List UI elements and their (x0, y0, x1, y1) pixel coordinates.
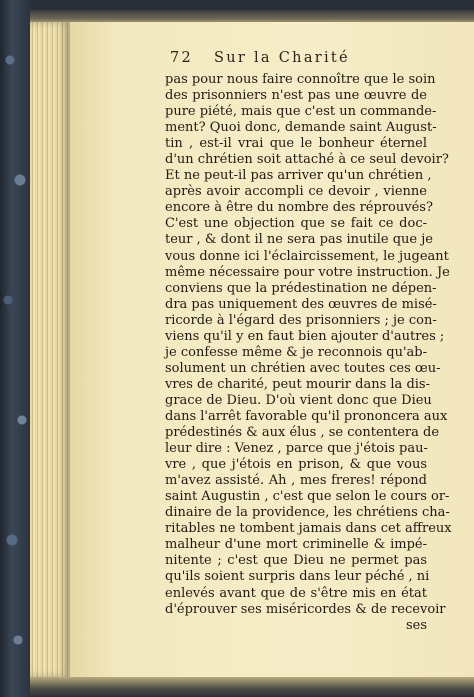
text-line: dans l'arrêt favorable qu'il prononcera aux (165, 408, 448, 424)
text-line: qu'ils soient surpris dans leur péché , ni (165, 569, 430, 585)
text-line: solument un chrétien avec toutes ces œu- (165, 360, 441, 376)
text-line: après avoir accompli ce devoir , vienne (165, 184, 427, 200)
text-line: même nécessaire pour votre instruction. Je (165, 264, 450, 280)
text-line: enlevés avant que de s'être mis en état (165, 585, 427, 601)
catchword: ses (405, 617, 427, 633)
text-line: saint Augustin , c'est que selon le cours or- (165, 489, 450, 505)
text-line: vre , que j'étois en prison, & que vous (165, 457, 427, 473)
book-cover-board (0, 0, 30, 697)
text-line: teur , & dont il ne sera pas inutile que je (165, 232, 433, 248)
text-line: prédestinés & aux élus , se contentera de (165, 425, 440, 441)
running-head: Sur la Charité (213, 50, 350, 66)
page-header (170, 50, 430, 70)
text-line: Et ne peut-il pas arriver qu'un chrétien , (165, 168, 432, 184)
text-line: vres de charité, peut mourir dans la dis- (165, 376, 430, 392)
text-line: d'un chrétien soit attaché à ce seul devoir? (165, 152, 449, 168)
text-line: leur dire : Venez , parce que j'étois pau- (165, 441, 428, 457)
text-line: vous donne ici l'éclaircissement, le jugeant (165, 248, 449, 264)
text-line: nitente ; c'est que Dieu ne permet pas (165, 553, 427, 569)
text-line: encore à être du nombre des réprouvés? (165, 200, 433, 216)
text-line: malheur d'une mort criminelle & impé- (165, 537, 427, 553)
text-line: des prisonniers n'est pas une œuvre de (165, 88, 427, 104)
text-line: je confesse même & je reconnois qu'ab- (165, 344, 428, 360)
text-line: ment? Quoi donc, demande saint August- (165, 120, 437, 136)
text-line: pas pour nous faire connoître que le soin (165, 72, 436, 87)
text-line: m'avez assisté. Ah , mes freres! répond (165, 473, 427, 489)
text-line: dra pas uniquement des œuvres de misé- (165, 296, 437, 312)
text-line: dinaire de la providence, les chrétiens cha- (165, 505, 450, 521)
text-line: viens qu'il y en faut bien ajouter d'autres ; (165, 328, 445, 344)
text-line: d'éprouver ses miséricordes & de recevoir (165, 601, 446, 617)
text-line: tin , est-il vrai que le bonheur éternel (165, 136, 427, 152)
text-line: grace de Dieu. D'où vient donc que Dieu (165, 392, 432, 408)
text-line: ricorde à l'égard des prisonniers ; je con- (165, 312, 437, 328)
text-line: ritables ne tombent jamais dans cet affreux (165, 521, 452, 537)
text-line: C'est une objection que se fait ce doc- (165, 216, 427, 232)
text-line: conviens que la prédestination ne dépen- (165, 280, 437, 296)
page-number: 72 (170, 50, 194, 66)
text-line: pure piété, mais que c'est un commande- (165, 104, 437, 120)
page-edges (30, 22, 70, 677)
page-bottom-edge (30, 677, 474, 697)
body-text (165, 72, 452, 634)
